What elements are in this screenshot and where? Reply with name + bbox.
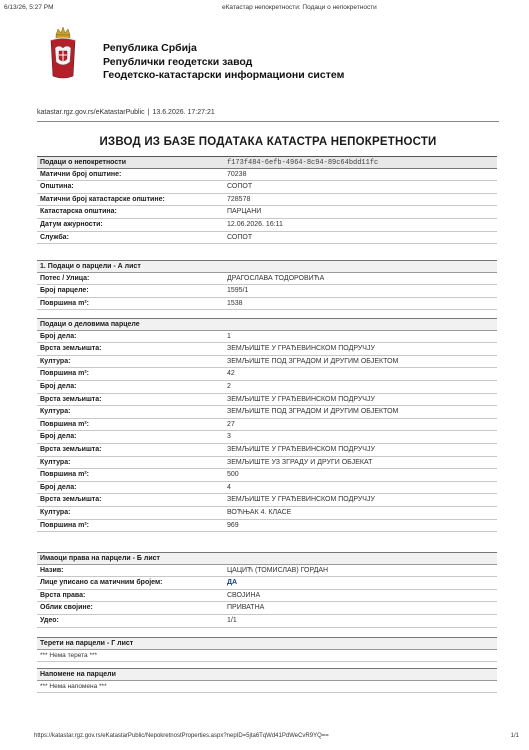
row-label: Број дела: (40, 433, 77, 441)
table-row (37, 457, 497, 470)
org-header (37, 24, 457, 84)
row-value: 500 (227, 471, 239, 479)
row-label: Врста права: (40, 591, 86, 599)
row-value: ЗЕМЉИШТЕ У ГРАЂЕВИНСКОМ ПОДРУЧЈУ (227, 345, 375, 353)
row-value: СОПОТ (227, 233, 253, 241)
table-row (37, 507, 497, 520)
serbian-coat-of-arms-icon (49, 26, 77, 80)
table-row (37, 181, 497, 194)
source-url[interactable]: katastar.rgz.gov.rs/eKatastarPublic (37, 109, 145, 116)
row-label: Површина m²: (40, 370, 89, 378)
row-label: Катастарска општина: (40, 208, 117, 216)
row-label: Облик својине: (40, 604, 93, 612)
property-header-label: Подаци о непокретности (40, 159, 126, 166)
property-header-row (37, 156, 497, 169)
row-label: Број дела: (40, 332, 77, 340)
row-label: Површина m²: (40, 521, 89, 529)
row-label: Број дела: (40, 483, 77, 491)
source-separator: | (147, 109, 150, 116)
section-title: Терети на парцели - Г лист (40, 640, 134, 647)
row-label: Лице уписано са матичним бројем: (40, 579, 163, 587)
table-row (37, 298, 497, 311)
row-value: 70238 (227, 170, 247, 178)
table-row (37, 394, 497, 407)
row-label: Матични број катастарске општине: (40, 195, 165, 203)
row-label: Датум ажурности: (40, 220, 103, 228)
table-row (37, 343, 497, 356)
table-row (37, 494, 497, 507)
row-value: 2 (227, 382, 231, 390)
remarks-table (37, 668, 497, 693)
row-value: ЗЕМЉИШТЕ У ГРАЂЕВИНСКОМ ПОДРУЧЈУ (227, 445, 375, 453)
encumbrances-note: *** Нема терета *** (37, 650, 497, 662)
org-country: Република Србија (103, 42, 197, 54)
source-timestamp: 13.6.2026. 17:27:21 (152, 109, 215, 116)
parcel-table (37, 260, 497, 310)
table-row (37, 368, 497, 381)
table-row (37, 602, 497, 615)
row-label: Врста земљишта: (40, 445, 102, 453)
property-table (37, 156, 497, 244)
row-value: 1 (227, 332, 231, 340)
row-value: 969 (227, 521, 239, 529)
row-value: 27 (227, 420, 235, 428)
row-label: Број дела: (40, 382, 77, 390)
row-value: 4 (227, 483, 231, 491)
row-value: ДРАГОСЛАВА ТОДОРОВИЋА (227, 274, 325, 282)
table-row (37, 169, 497, 182)
parcel-parts-table (37, 318, 497, 532)
print-page-count: 1/1 (510, 733, 519, 739)
remarks-section-header (37, 668, 497, 681)
row-label: Врста земљишта: (40, 496, 102, 504)
property-id: f173f484-6efb-4964-8c94-89c64bdd11fc (227, 159, 379, 167)
section-title: Напомене на парцели (40, 671, 116, 678)
table-row (37, 194, 497, 207)
row-value: ЗЕМЉИШТЕ У ГРАЂЕВИНСКОМ ПОДРУЧЈУ (227, 496, 375, 504)
print-footer (34, 733, 519, 743)
divider (37, 121, 499, 122)
table-row (37, 577, 497, 590)
source-line (37, 109, 215, 116)
table-row (37, 356, 497, 369)
row-label: Површина m²: (40, 299, 89, 307)
row-label: Култура: (40, 508, 71, 516)
encumbrances-table (37, 637, 497, 662)
row-value: ЗЕМЉИШТЕ УЗ ЗГРАДУ И ДРУГИ ОБЈЕКАТ (227, 458, 373, 466)
row-value: ЦАЦИЋ (ТОМИСЛАВ) ГОРДАН (227, 566, 329, 574)
print-footer-url: https://katastar.rgz.gov.rs/eKatastarPublic/NepokretnostProperties.aspx?nepID=5jta6TqWd41PdWeCvR9YQ== (34, 733, 329, 739)
table-row (37, 520, 497, 533)
row-label: Општина: (40, 183, 74, 191)
row-value: СВОЈИНА (227, 591, 261, 599)
row-label: Број парцеле: (40, 287, 89, 295)
section-title: Имаоци права на парцели - Б лист (40, 555, 160, 562)
row-value: ЗЕМЉИШТЕ У ГРАЂЕВИНСКОМ ПОДРУЧЈУ (227, 395, 375, 403)
row-value: 1538 (227, 299, 243, 307)
table-row (37, 406, 497, 419)
row-value: 3 (227, 433, 231, 441)
row-value: 12.06.2026. 16:11 (227, 220, 283, 228)
print-header (4, 4, 525, 16)
section-title: 1. Подаци о парцели - А лист (40, 263, 141, 270)
row-label: Површина m²: (40, 471, 89, 479)
row-label: Култура: (40, 408, 71, 416)
row-value: ВОЋЊАК 4. КЛАСЕ (227, 508, 292, 516)
encumbrances-section-header (37, 637, 497, 650)
row-label: Врста земљишта: (40, 345, 102, 353)
table-row (37, 469, 497, 482)
document-title: ИЗВОД ИЗ БАЗЕ ПОДАТАКА КАТАСТРА НЕПОКРЕТНОСТИ (99, 136, 437, 148)
row-label: Потес / Улица: (40, 274, 90, 282)
table-row (37, 219, 497, 232)
row-value: 728578 (227, 195, 251, 203)
row-value: ПАРЦАНИ (227, 208, 262, 216)
row-value: ПРИВАТНА (227, 604, 265, 612)
parcel-section-header (37, 260, 497, 273)
row-value: 1595/1 (227, 287, 249, 295)
owners-table (37, 552, 497, 628)
table-row (37, 565, 497, 578)
table-row (37, 444, 497, 457)
table-row (37, 273, 497, 286)
row-label: Култура: (40, 357, 71, 365)
section-title: Подаци о деловима парцеле (40, 321, 140, 328)
table-row (37, 232, 497, 245)
table-row (37, 482, 497, 495)
row-label: Удео: (40, 616, 59, 624)
table-row (37, 206, 497, 219)
print-datetime: 6/13/26, 5:27 PM (4, 4, 54, 11)
table-row (37, 590, 497, 603)
row-label: Матични број општине: (40, 170, 122, 178)
row-value: СОПОТ (227, 183, 253, 191)
row-label: Назив: (40, 566, 64, 574)
row-value: 1/1 (227, 616, 237, 624)
print-page-title: eКатастар непокретности: Подаци о непокретности (222, 4, 377, 11)
row-value: ДА (227, 579, 238, 587)
org-agency: Републички геодетски завод (103, 55, 253, 68)
table-row (37, 381, 497, 394)
remarks-note: *** Нема напомена *** (37, 681, 497, 693)
org-system: Геодетско-катастарски информациони систем (103, 69, 345, 81)
row-value: 42 (227, 370, 235, 378)
row-value: ЗЕМЉИШТЕ ПОД ЗГРАДОМ И ДРУГИМ ОБЈЕКТОМ (227, 408, 399, 416)
table-row (37, 419, 497, 432)
row-label: Служба: (40, 233, 69, 241)
table-row (37, 331, 497, 344)
table-row (37, 615, 497, 628)
row-label: Површина m²: (40, 420, 89, 428)
parts-section-header (37, 318, 497, 331)
row-label: Култура: (40, 458, 71, 466)
table-row (37, 431, 497, 444)
owners-section-header (37, 552, 497, 565)
row-label: Врста земљишта: (40, 395, 102, 403)
row-value: ЗЕМЉИШТЕ ПОД ЗГРАДОМ И ДРУГИМ ОБЈЕКТОМ (227, 357, 399, 365)
table-row (37, 285, 497, 298)
